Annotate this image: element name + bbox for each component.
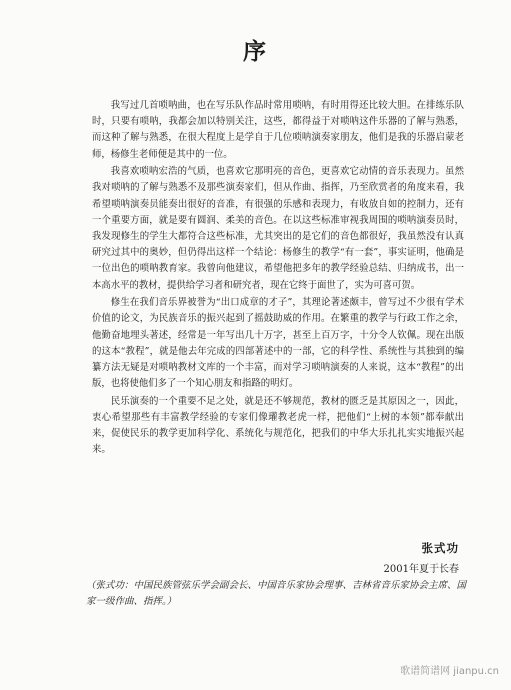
author-signature: 张式功 [421,541,459,555]
page-title: 序 [243,38,268,65]
site-watermark: 歌谱简谱网 jianpu.cn [400,666,499,677]
preface-body [92,98,464,460]
paragraph-3: 修生在我们音乐界被誉为“出口成章的才子”，其理论著述颇丰，曾写过不少很有学术价值的论文，为民族音乐的振兴起到了摇鼓助威的作用。在繁重的教学与行政工作之余，他勤奋地埋头著述，经常是一年写出几十万字，甚至上百万字，十分令人钦佩。现在出版的这本“教程”，就是他去年完成的四部著述中的一部，它的科学性、系统性与其独到的编纂方法无疑是对唢呐教材文库的一个丰富，而对学习唢呐演奏的人来说，这本“教程”的出版，也将使他们多了一个知心朋友和指路的明灯。 [92,297,464,390]
paragraph-1: 我写过几首唢呐曲，也在写乐队作品时常用唢呐，有时用得还比较大胆。在排练乐队时，只要有唢呐，我都会加以特别关注，这些，都得益于对唢呐这件乐器的了解与熟悉，而这种了解与熟悉，在很大程度上是学自于几位唢呐演奏家朋友，他们是我的乐器启蒙老师，杨修生老师便是其中的一位。 [92,100,464,160]
author-note: （张式功：中国民族管弦乐学会副会长、中国音乐家协会理事、吉林省音乐家协会主席、国家一级作曲、指挥。） [86,580,467,607]
signature-date: 2001年夏于长春 [383,564,459,575]
paragraph-4: 民乐演奏的一个重要不足之处，就是还不够规范，教材的匮乏是其原因之一，因此，衷心希望那些有丰富教学经验的专家们像瓘教老虎一样，把他们“上树的本领”都奉献出来，促使民乐的教学更加科学化、系统化与规范化，把我们的中华大乐扎扎实实地振兴起来。 [92,395,464,456]
paragraph-2: 我喜欢唢呐宏浩的气质，也喜欢它那明亮的音色，更喜欢它动情的音乐表现力。虽然我对唢呐的了解与熟悉不及那些演奏家们，但从作曲、指挥，乃至欣赏者的角度来看，我希望唢呐演奏员能奏出很好的音准，有很强的乐感和表现力，有收放自如的控制力，还有一个重要方面，就是要有圆润、柔美的音色。在以这些标准审视我周围的唢呐演奏员时，我发现修生的学生大都符合这些标准，尤其突出的是它们的音色都很好，我虽然没有认真研究过其中的奥妙，但仍得出这样一个结论：杨修生的教学“有一套”，事实证明，他确是一位出色的唢呐教育家。我曾向他建议，希望他把多年的教学经验总结、归纳成书，出一本高水平的教材，提供给学习者和研究者，现在它终于面世了，实为可喜可贺。 [92,166,464,291]
